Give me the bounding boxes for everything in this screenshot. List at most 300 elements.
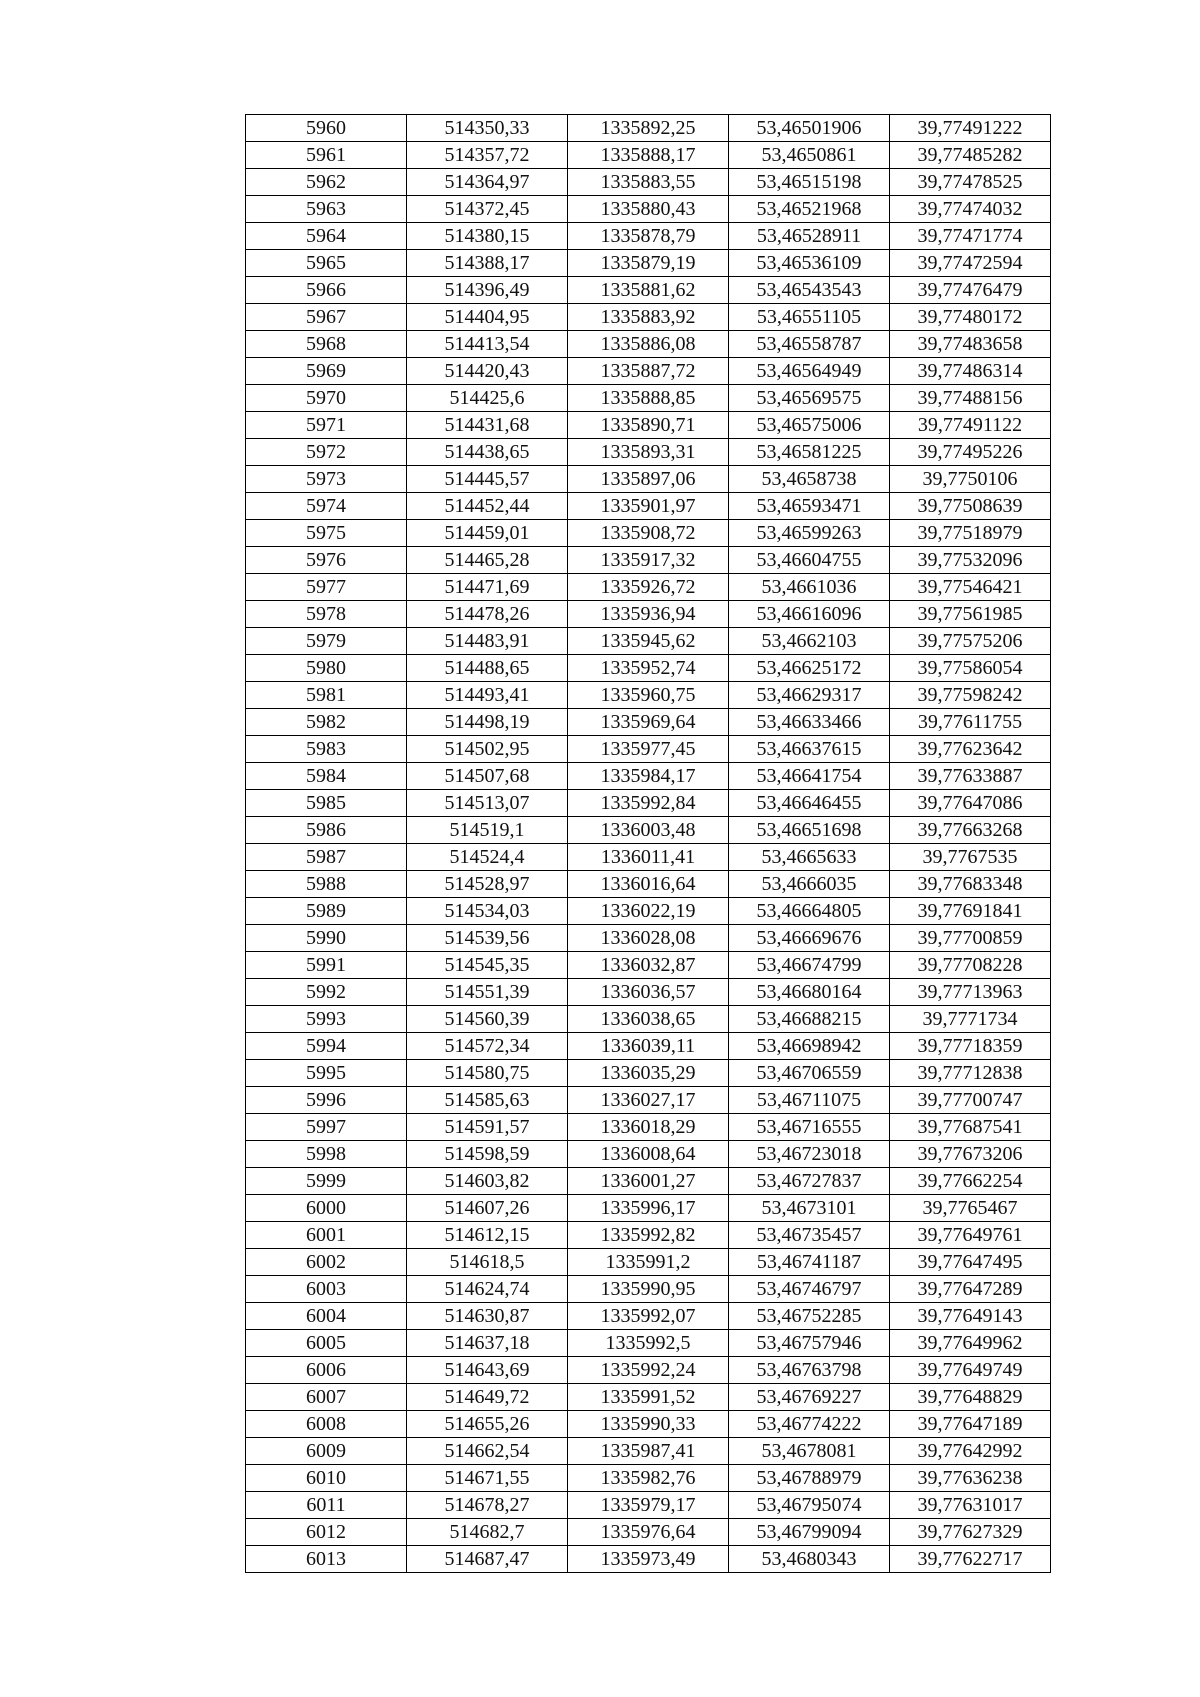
point-number-cell: 5997 bbox=[246, 1114, 407, 1141]
table-row bbox=[246, 493, 1051, 520]
y-coordinate-cell: 1336022,19 bbox=[568, 898, 729, 925]
x-coordinate-cell: 514598,59 bbox=[407, 1141, 568, 1168]
y-coordinate-cell: 1335960,75 bbox=[568, 682, 729, 709]
longitude-cell: 39,77649749 bbox=[890, 1357, 1051, 1384]
point-number-cell: 6003 bbox=[246, 1276, 407, 1303]
x-coordinate-cell: 514630,87 bbox=[407, 1303, 568, 1330]
table-row bbox=[246, 574, 1051, 601]
y-coordinate-cell: 1335888,85 bbox=[568, 385, 729, 412]
y-coordinate-cell: 1335908,72 bbox=[568, 520, 729, 547]
table-row bbox=[246, 790, 1051, 817]
x-coordinate-cell: 514483,91 bbox=[407, 628, 568, 655]
table-row bbox=[246, 1546, 1051, 1573]
table-row bbox=[246, 1141, 1051, 1168]
x-coordinate-cell: 514687,47 bbox=[407, 1546, 568, 1573]
x-coordinate-cell: 514551,39 bbox=[407, 979, 568, 1006]
longitude-cell: 39,77647189 bbox=[890, 1411, 1051, 1438]
table-row bbox=[246, 1519, 1051, 1546]
y-coordinate-cell: 1336039,11 bbox=[568, 1033, 729, 1060]
latitude-cell: 53,46688215 bbox=[729, 1006, 890, 1033]
table-row bbox=[246, 682, 1051, 709]
latitude-cell: 53,46501906 bbox=[729, 115, 890, 142]
latitude-cell: 53,46641754 bbox=[729, 763, 890, 790]
x-coordinate-cell: 514478,26 bbox=[407, 601, 568, 628]
x-coordinate-cell: 514603,82 bbox=[407, 1168, 568, 1195]
latitude-cell: 53,4680343 bbox=[729, 1546, 890, 1573]
table-row bbox=[246, 1384, 1051, 1411]
latitude-cell: 53,46711075 bbox=[729, 1087, 890, 1114]
latitude-cell: 53,46774222 bbox=[729, 1411, 890, 1438]
y-coordinate-cell: 1335969,64 bbox=[568, 709, 729, 736]
x-coordinate-cell: 514671,55 bbox=[407, 1465, 568, 1492]
point-number-cell: 5963 bbox=[246, 196, 407, 223]
longitude-cell: 39,77478525 bbox=[890, 169, 1051, 196]
y-coordinate-cell: 1336038,65 bbox=[568, 1006, 729, 1033]
point-number-cell: 5972 bbox=[246, 439, 407, 466]
point-number-cell: 5991 bbox=[246, 952, 407, 979]
table-row bbox=[246, 169, 1051, 196]
point-number-cell: 6008 bbox=[246, 1411, 407, 1438]
latitude-cell: 53,4673101 bbox=[729, 1195, 890, 1222]
point-number-cell: 5979 bbox=[246, 628, 407, 655]
longitude-cell: 39,77673206 bbox=[890, 1141, 1051, 1168]
y-coordinate-cell: 1335926,72 bbox=[568, 574, 729, 601]
x-coordinate-cell: 514364,97 bbox=[407, 169, 568, 196]
x-coordinate-cell: 514396,49 bbox=[407, 277, 568, 304]
y-coordinate-cell: 1335917,32 bbox=[568, 547, 729, 574]
table-row bbox=[246, 1411, 1051, 1438]
x-coordinate-cell: 514624,74 bbox=[407, 1276, 568, 1303]
y-coordinate-cell: 1335901,97 bbox=[568, 493, 729, 520]
point-number-cell: 5996 bbox=[246, 1087, 407, 1114]
longitude-cell: 39,77687541 bbox=[890, 1114, 1051, 1141]
longitude-cell: 39,77631017 bbox=[890, 1492, 1051, 1519]
table-row bbox=[246, 628, 1051, 655]
longitude-cell: 39,7767535 bbox=[890, 844, 1051, 871]
table-row bbox=[246, 304, 1051, 331]
longitude-cell: 39,77627329 bbox=[890, 1519, 1051, 1546]
longitude-cell: 39,77575206 bbox=[890, 628, 1051, 655]
y-coordinate-cell: 1336008,64 bbox=[568, 1141, 729, 1168]
point-number-cell: 5982 bbox=[246, 709, 407, 736]
longitude-cell: 39,77718359 bbox=[890, 1033, 1051, 1060]
longitude-cell: 39,77486314 bbox=[890, 358, 1051, 385]
longitude-cell: 39,77476479 bbox=[890, 277, 1051, 304]
point-number-cell: 5985 bbox=[246, 790, 407, 817]
y-coordinate-cell: 1335992,5 bbox=[568, 1330, 729, 1357]
table-row bbox=[246, 1060, 1051, 1087]
latitude-cell: 53,46727837 bbox=[729, 1168, 890, 1195]
table-row bbox=[246, 1303, 1051, 1330]
x-coordinate-cell: 514498,19 bbox=[407, 709, 568, 736]
longitude-cell: 39,77700747 bbox=[890, 1087, 1051, 1114]
point-number-cell: 5989 bbox=[246, 898, 407, 925]
latitude-cell: 53,46651698 bbox=[729, 817, 890, 844]
latitude-cell: 53,46551105 bbox=[729, 304, 890, 331]
y-coordinate-cell: 1336018,29 bbox=[568, 1114, 729, 1141]
longitude-cell: 39,77642992 bbox=[890, 1438, 1051, 1465]
y-coordinate-cell: 1335991,52 bbox=[568, 1384, 729, 1411]
point-number-cell: 5986 bbox=[246, 817, 407, 844]
latitude-cell: 53,46575006 bbox=[729, 412, 890, 439]
x-coordinate-cell: 514488,65 bbox=[407, 655, 568, 682]
latitude-cell: 53,4662103 bbox=[729, 628, 890, 655]
table-row bbox=[246, 1438, 1051, 1465]
x-coordinate-cell: 514534,03 bbox=[407, 898, 568, 925]
y-coordinate-cell: 1335897,06 bbox=[568, 466, 729, 493]
latitude-cell: 53,46788979 bbox=[729, 1465, 890, 1492]
x-coordinate-cell: 514465,28 bbox=[407, 547, 568, 574]
table-row bbox=[246, 412, 1051, 439]
point-number-cell: 5971 bbox=[246, 412, 407, 439]
longitude-cell: 39,77708228 bbox=[890, 952, 1051, 979]
point-number-cell: 5994 bbox=[246, 1033, 407, 1060]
y-coordinate-cell: 1335936,94 bbox=[568, 601, 729, 628]
longitude-cell: 39,77700859 bbox=[890, 925, 1051, 952]
coordinates-table-body bbox=[246, 115, 1051, 1573]
y-coordinate-cell: 1335880,43 bbox=[568, 196, 729, 223]
latitude-cell: 53,46558787 bbox=[729, 331, 890, 358]
latitude-cell: 53,46698942 bbox=[729, 1033, 890, 1060]
x-coordinate-cell: 514655,26 bbox=[407, 1411, 568, 1438]
x-coordinate-cell: 514350,33 bbox=[407, 115, 568, 142]
latitude-cell: 53,46757946 bbox=[729, 1330, 890, 1357]
table-row bbox=[246, 223, 1051, 250]
x-coordinate-cell: 514560,39 bbox=[407, 1006, 568, 1033]
y-coordinate-cell: 1335883,55 bbox=[568, 169, 729, 196]
longitude-cell: 39,77483658 bbox=[890, 331, 1051, 358]
y-coordinate-cell: 1335887,72 bbox=[568, 358, 729, 385]
latitude-cell: 53,46769227 bbox=[729, 1384, 890, 1411]
x-coordinate-cell: 514524,4 bbox=[407, 844, 568, 871]
x-coordinate-cell: 514445,57 bbox=[407, 466, 568, 493]
latitude-cell: 53,46763798 bbox=[729, 1357, 890, 1384]
latitude-cell: 53,4650861 bbox=[729, 142, 890, 169]
y-coordinate-cell: 1336001,27 bbox=[568, 1168, 729, 1195]
longitude-cell: 39,77636238 bbox=[890, 1465, 1051, 1492]
table-row bbox=[246, 952, 1051, 979]
x-coordinate-cell: 514585,63 bbox=[407, 1087, 568, 1114]
point-number-cell: 6002 bbox=[246, 1249, 407, 1276]
y-coordinate-cell: 1335979,17 bbox=[568, 1492, 729, 1519]
point-number-cell: 6006 bbox=[246, 1357, 407, 1384]
point-number-cell: 6012 bbox=[246, 1519, 407, 1546]
longitude-cell: 39,77691841 bbox=[890, 898, 1051, 925]
x-coordinate-cell: 514528,97 bbox=[407, 871, 568, 898]
table-row bbox=[246, 466, 1051, 493]
x-coordinate-cell: 514662,54 bbox=[407, 1438, 568, 1465]
longitude-cell: 39,77474032 bbox=[890, 196, 1051, 223]
point-number-cell: 5970 bbox=[246, 385, 407, 412]
latitude-cell: 53,46569575 bbox=[729, 385, 890, 412]
longitude-cell: 39,77586054 bbox=[890, 655, 1051, 682]
y-coordinate-cell: 1336011,41 bbox=[568, 844, 729, 871]
x-coordinate-cell: 514637,18 bbox=[407, 1330, 568, 1357]
longitude-cell: 39,77518979 bbox=[890, 520, 1051, 547]
point-number-cell: 5983 bbox=[246, 736, 407, 763]
table-row bbox=[246, 250, 1051, 277]
x-coordinate-cell: 514388,17 bbox=[407, 250, 568, 277]
latitude-cell: 53,4666035 bbox=[729, 871, 890, 898]
latitude-cell: 53,46716555 bbox=[729, 1114, 890, 1141]
x-coordinate-cell: 514372,45 bbox=[407, 196, 568, 223]
x-coordinate-cell: 514649,72 bbox=[407, 1384, 568, 1411]
y-coordinate-cell: 1336032,87 bbox=[568, 952, 729, 979]
point-number-cell: 5976 bbox=[246, 547, 407, 574]
point-number-cell: 5990 bbox=[246, 925, 407, 952]
latitude-cell: 53,46599263 bbox=[729, 520, 890, 547]
longitude-cell: 39,77683348 bbox=[890, 871, 1051, 898]
table-row bbox=[246, 601, 1051, 628]
point-number-cell: 5960 bbox=[246, 115, 407, 142]
point-number-cell: 6004 bbox=[246, 1303, 407, 1330]
point-number-cell: 5961 bbox=[246, 142, 407, 169]
longitude-cell: 39,77713963 bbox=[890, 979, 1051, 1006]
longitude-cell: 39,77472594 bbox=[890, 250, 1051, 277]
longitude-cell: 39,7750106 bbox=[890, 466, 1051, 493]
y-coordinate-cell: 1336036,57 bbox=[568, 979, 729, 1006]
point-number-cell: 6001 bbox=[246, 1222, 407, 1249]
longitude-cell: 39,77491122 bbox=[890, 412, 1051, 439]
point-number-cell: 6007 bbox=[246, 1384, 407, 1411]
point-number-cell: 5984 bbox=[246, 763, 407, 790]
point-number-cell: 6010 bbox=[246, 1465, 407, 1492]
table-row bbox=[246, 871, 1051, 898]
x-coordinate-cell: 514539,56 bbox=[407, 925, 568, 952]
longitude-cell: 39,77647495 bbox=[890, 1249, 1051, 1276]
y-coordinate-cell: 1335945,62 bbox=[568, 628, 729, 655]
latitude-cell: 53,46674799 bbox=[729, 952, 890, 979]
longitude-cell: 39,77598242 bbox=[890, 682, 1051, 709]
y-coordinate-cell: 1335996,17 bbox=[568, 1195, 729, 1222]
latitude-cell: 53,46723018 bbox=[729, 1141, 890, 1168]
table-row bbox=[246, 817, 1051, 844]
x-coordinate-cell: 514572,34 bbox=[407, 1033, 568, 1060]
latitude-cell: 53,46746797 bbox=[729, 1276, 890, 1303]
latitude-cell: 53,46604755 bbox=[729, 547, 890, 574]
y-coordinate-cell: 1335886,08 bbox=[568, 331, 729, 358]
longitude-cell: 39,77649962 bbox=[890, 1330, 1051, 1357]
x-coordinate-cell: 514502,95 bbox=[407, 736, 568, 763]
point-number-cell: 5966 bbox=[246, 277, 407, 304]
longitude-cell: 39,77532096 bbox=[890, 547, 1051, 574]
x-coordinate-cell: 514580,75 bbox=[407, 1060, 568, 1087]
y-coordinate-cell: 1335992,24 bbox=[568, 1357, 729, 1384]
y-coordinate-cell: 1335990,95 bbox=[568, 1276, 729, 1303]
longitude-cell: 39,77622717 bbox=[890, 1546, 1051, 1573]
table-row bbox=[246, 1492, 1051, 1519]
table-row bbox=[246, 1357, 1051, 1384]
x-coordinate-cell: 514380,15 bbox=[407, 223, 568, 250]
y-coordinate-cell: 1335977,45 bbox=[568, 736, 729, 763]
point-number-cell: 5998 bbox=[246, 1141, 407, 1168]
x-coordinate-cell: 514607,26 bbox=[407, 1195, 568, 1222]
y-coordinate-cell: 1335992,07 bbox=[568, 1303, 729, 1330]
latitude-cell: 53,46735457 bbox=[729, 1222, 890, 1249]
table-row bbox=[246, 520, 1051, 547]
table-row bbox=[246, 1006, 1051, 1033]
longitude-cell: 39,77663268 bbox=[890, 817, 1051, 844]
x-coordinate-cell: 514493,41 bbox=[407, 682, 568, 709]
table-row bbox=[246, 898, 1051, 925]
longitude-cell: 39,77508639 bbox=[890, 493, 1051, 520]
longitude-cell: 39,7771734 bbox=[890, 1006, 1051, 1033]
table-row bbox=[246, 196, 1051, 223]
latitude-cell: 53,46521968 bbox=[729, 196, 890, 223]
y-coordinate-cell: 1335952,74 bbox=[568, 655, 729, 682]
table-row bbox=[246, 1276, 1051, 1303]
longitude-cell: 39,77648829 bbox=[890, 1384, 1051, 1411]
x-coordinate-cell: 514425,6 bbox=[407, 385, 568, 412]
x-coordinate-cell: 514471,69 bbox=[407, 574, 568, 601]
y-coordinate-cell: 1336027,17 bbox=[568, 1087, 729, 1114]
longitude-cell: 39,77712838 bbox=[890, 1060, 1051, 1087]
y-coordinate-cell: 1336003,48 bbox=[568, 817, 729, 844]
x-coordinate-cell: 514459,01 bbox=[407, 520, 568, 547]
longitude-cell: 39,77633887 bbox=[890, 763, 1051, 790]
table-row bbox=[246, 1168, 1051, 1195]
y-coordinate-cell: 1335990,33 bbox=[568, 1411, 729, 1438]
longitude-cell: 39,77546421 bbox=[890, 574, 1051, 601]
table-row bbox=[246, 1249, 1051, 1276]
latitude-cell: 53,46528911 bbox=[729, 223, 890, 250]
latitude-cell: 53,46515198 bbox=[729, 169, 890, 196]
point-number-cell: 5988 bbox=[246, 871, 407, 898]
x-coordinate-cell: 514438,65 bbox=[407, 439, 568, 466]
x-coordinate-cell: 514545,35 bbox=[407, 952, 568, 979]
latitude-cell: 53,46706559 bbox=[729, 1060, 890, 1087]
longitude-cell: 39,77611755 bbox=[890, 709, 1051, 736]
y-coordinate-cell: 1335992,84 bbox=[568, 790, 729, 817]
longitude-cell: 39,77647289 bbox=[890, 1276, 1051, 1303]
x-coordinate-cell: 514452,44 bbox=[407, 493, 568, 520]
longitude-cell: 39,77649761 bbox=[890, 1222, 1051, 1249]
table-row bbox=[246, 925, 1051, 952]
latitude-cell: 53,4665633 bbox=[729, 844, 890, 871]
latitude-cell: 53,46616096 bbox=[729, 601, 890, 628]
longitude-cell: 39,77561985 bbox=[890, 601, 1051, 628]
table-row bbox=[246, 1195, 1051, 1222]
point-number-cell: 5974 bbox=[246, 493, 407, 520]
table-row bbox=[246, 1087, 1051, 1114]
table-row bbox=[246, 979, 1051, 1006]
longitude-cell: 39,77623642 bbox=[890, 736, 1051, 763]
latitude-cell: 53,46543543 bbox=[729, 277, 890, 304]
x-coordinate-cell: 514413,54 bbox=[407, 331, 568, 358]
y-coordinate-cell: 1335878,79 bbox=[568, 223, 729, 250]
table-row bbox=[246, 844, 1051, 871]
point-number-cell: 5981 bbox=[246, 682, 407, 709]
table-row bbox=[246, 1033, 1051, 1060]
point-number-cell: 6005 bbox=[246, 1330, 407, 1357]
point-number-cell: 5987 bbox=[246, 844, 407, 871]
point-number-cell: 5973 bbox=[246, 466, 407, 493]
y-coordinate-cell: 1335888,17 bbox=[568, 142, 729, 169]
x-coordinate-cell: 514618,5 bbox=[407, 1249, 568, 1276]
point-number-cell: 5969 bbox=[246, 358, 407, 385]
latitude-cell: 53,46593471 bbox=[729, 493, 890, 520]
y-coordinate-cell: 1335883,92 bbox=[568, 304, 729, 331]
y-coordinate-cell: 1335991,2 bbox=[568, 1249, 729, 1276]
table-row bbox=[246, 736, 1051, 763]
y-coordinate-cell: 1335893,31 bbox=[568, 439, 729, 466]
table-row bbox=[246, 1222, 1051, 1249]
table-row bbox=[246, 142, 1051, 169]
point-number-cell: 5975 bbox=[246, 520, 407, 547]
y-coordinate-cell: 1335987,41 bbox=[568, 1438, 729, 1465]
y-coordinate-cell: 1335879,19 bbox=[568, 250, 729, 277]
table-row bbox=[246, 547, 1051, 574]
y-coordinate-cell: 1335982,76 bbox=[568, 1465, 729, 1492]
x-coordinate-cell: 514357,72 bbox=[407, 142, 568, 169]
point-number-cell: 6011 bbox=[246, 1492, 407, 1519]
y-coordinate-cell: 1335892,25 bbox=[568, 115, 729, 142]
y-coordinate-cell: 1335890,71 bbox=[568, 412, 729, 439]
table-row bbox=[246, 763, 1051, 790]
latitude-cell: 53,46536109 bbox=[729, 250, 890, 277]
table-row bbox=[246, 385, 1051, 412]
table-row bbox=[246, 1114, 1051, 1141]
y-coordinate-cell: 1335976,64 bbox=[568, 1519, 729, 1546]
latitude-cell: 53,46799094 bbox=[729, 1519, 890, 1546]
longitude-cell: 39,77485282 bbox=[890, 142, 1051, 169]
x-coordinate-cell: 514431,68 bbox=[407, 412, 568, 439]
y-coordinate-cell: 1336016,64 bbox=[568, 871, 729, 898]
longitude-cell: 39,7765467 bbox=[890, 1195, 1051, 1222]
y-coordinate-cell: 1336028,08 bbox=[568, 925, 729, 952]
table-row bbox=[246, 1465, 1051, 1492]
point-number-cell: 5965 bbox=[246, 250, 407, 277]
latitude-cell: 53,4661036 bbox=[729, 574, 890, 601]
table-row bbox=[246, 439, 1051, 466]
x-coordinate-cell: 514420,43 bbox=[407, 358, 568, 385]
latitude-cell: 53,46629317 bbox=[729, 682, 890, 709]
point-number-cell: 5992 bbox=[246, 979, 407, 1006]
table-row bbox=[246, 331, 1051, 358]
x-coordinate-cell: 514591,57 bbox=[407, 1114, 568, 1141]
table-row bbox=[246, 115, 1051, 142]
x-coordinate-cell: 514612,15 bbox=[407, 1222, 568, 1249]
latitude-cell: 53,46581225 bbox=[729, 439, 890, 466]
x-coordinate-cell: 514643,69 bbox=[407, 1357, 568, 1384]
y-coordinate-cell: 1336035,29 bbox=[568, 1060, 729, 1087]
y-coordinate-cell: 1335992,82 bbox=[568, 1222, 729, 1249]
latitude-cell: 53,46741187 bbox=[729, 1249, 890, 1276]
point-number-cell: 5967 bbox=[246, 304, 407, 331]
point-number-cell: 5964 bbox=[246, 223, 407, 250]
latitude-cell: 53,46564949 bbox=[729, 358, 890, 385]
latitude-cell: 53,4678081 bbox=[729, 1438, 890, 1465]
y-coordinate-cell: 1335881,62 bbox=[568, 277, 729, 304]
point-number-cell: 5978 bbox=[246, 601, 407, 628]
x-coordinate-cell: 514404,95 bbox=[407, 304, 568, 331]
table-row bbox=[246, 358, 1051, 385]
latitude-cell: 53,46795074 bbox=[729, 1492, 890, 1519]
longitude-cell: 39,77662254 bbox=[890, 1168, 1051, 1195]
point-number-cell: 5999 bbox=[246, 1168, 407, 1195]
longitude-cell: 39,77488156 bbox=[890, 385, 1051, 412]
latitude-cell: 53,46637615 bbox=[729, 736, 890, 763]
latitude-cell: 53,46625172 bbox=[729, 655, 890, 682]
x-coordinate-cell: 514678,27 bbox=[407, 1492, 568, 1519]
latitude-cell: 53,46680164 bbox=[729, 979, 890, 1006]
longitude-cell: 39,77647086 bbox=[890, 790, 1051, 817]
y-coordinate-cell: 1335973,49 bbox=[568, 1546, 729, 1573]
point-number-cell: 5995 bbox=[246, 1060, 407, 1087]
table-row bbox=[246, 277, 1051, 304]
point-number-cell: 6000 bbox=[246, 1195, 407, 1222]
point-number-cell: 5993 bbox=[246, 1006, 407, 1033]
